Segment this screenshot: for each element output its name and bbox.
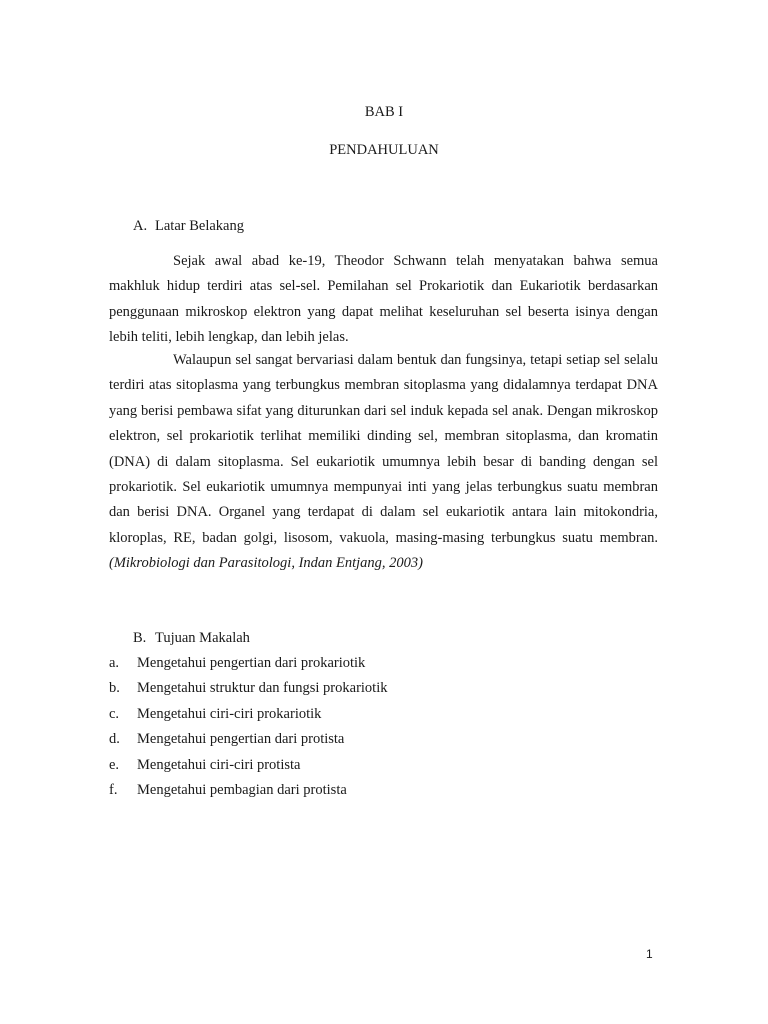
background-paragraph-2: [109, 348, 658, 577]
list-item: [109, 702, 387, 727]
list-item-text: Mengetahui pembagian dari protista: [137, 781, 347, 798]
section-b-marker: B.: [133, 630, 147, 646]
page-title: PENDAHULUAN: [329, 142, 439, 158]
list-item: [109, 753, 387, 778]
list-item: [109, 676, 387, 701]
section-b-title: Tujuan Makalah: [155, 630, 250, 646]
section-a-heading: [133, 216, 244, 236]
list-item-label: a.: [109, 655, 120, 671]
section-a-title: Latar Belakang: [155, 218, 244, 234]
section-a-marker: A.: [133, 218, 148, 234]
background-paragraph-1: Sejak awal abad ke-19, Theodor Schwann telah menyatakan bahwa semua makhluk hidup terdiri atas sel-sel. Pemilahan sel Prokariotik dan Eukariotik berdasarkan penggunaan mikroskop elektron yang dapat melihat keseluruhan sel beserta isinya dengan lebih teliti, lebih lengkap, dan lebih jelas.: [109, 253, 658, 346]
section-b-heading: [133, 628, 250, 648]
list-item-text: Mengetahui struktur dan fungsi prokariotik: [137, 680, 388, 697]
background-paragraph-2-text: Walaupun sel sangat bervariasi dalam bentuk dan fungsinya, tetapi setiap sel selalu terdiri atas sitoplasma yang terbungkus membran sitoplasma yang didalamnya terdapat DNA yang berisi pembawa sifat yang diturunkan dari sel induk kepada sel anak. Dengan mikroskop elektron, sel prokariotik terlihat memiliki dinding sel, membran sitoplasma, dan kromatin (DNA) di dalam sitoplasma. Sel eukariotik umumnya lebih besar di banding dengan sel prokariotik. Sel eukariotik umumnya mempunyai inti yang jelas terbungkus suatu membran dan berisi DNA. Organel yang terdapat di dalam sel eukariotik antara lain mitokondria, kloroplas, RE, badan golgi, lisosom, vakuola, masing-masing terbungkus suatu membran.: [109, 352, 658, 546]
list-item: [109, 651, 387, 676]
list-item-label: d.: [109, 731, 120, 748]
list-item-text: Mengetahui ciri-ciri prokariotik: [137, 705, 322, 722]
list-item-text: Mengetahui pengertian dari prokariotik: [137, 655, 366, 671]
citation: (Mikrobiologi dan Parasitologi, Indan Entjang, 2003): [109, 555, 424, 572]
list-item: [109, 778, 387, 803]
list-item-label: b.: [109, 680, 120, 697]
list-item-text: Mengetahui pengertian dari protista: [137, 731, 345, 748]
list-item-label: e.: [109, 756, 120, 773]
page-number: 1: [646, 947, 653, 961]
list-item: [109, 727, 387, 752]
list-item-text: Mengetahui ciri-ciri protista: [137, 756, 301, 773]
objectives-list: [109, 651, 387, 803]
list-item-label: f.: [109, 781, 118, 798]
chapter-label: BAB I: [364, 104, 404, 120]
list-item-label: c.: [109, 705, 120, 722]
